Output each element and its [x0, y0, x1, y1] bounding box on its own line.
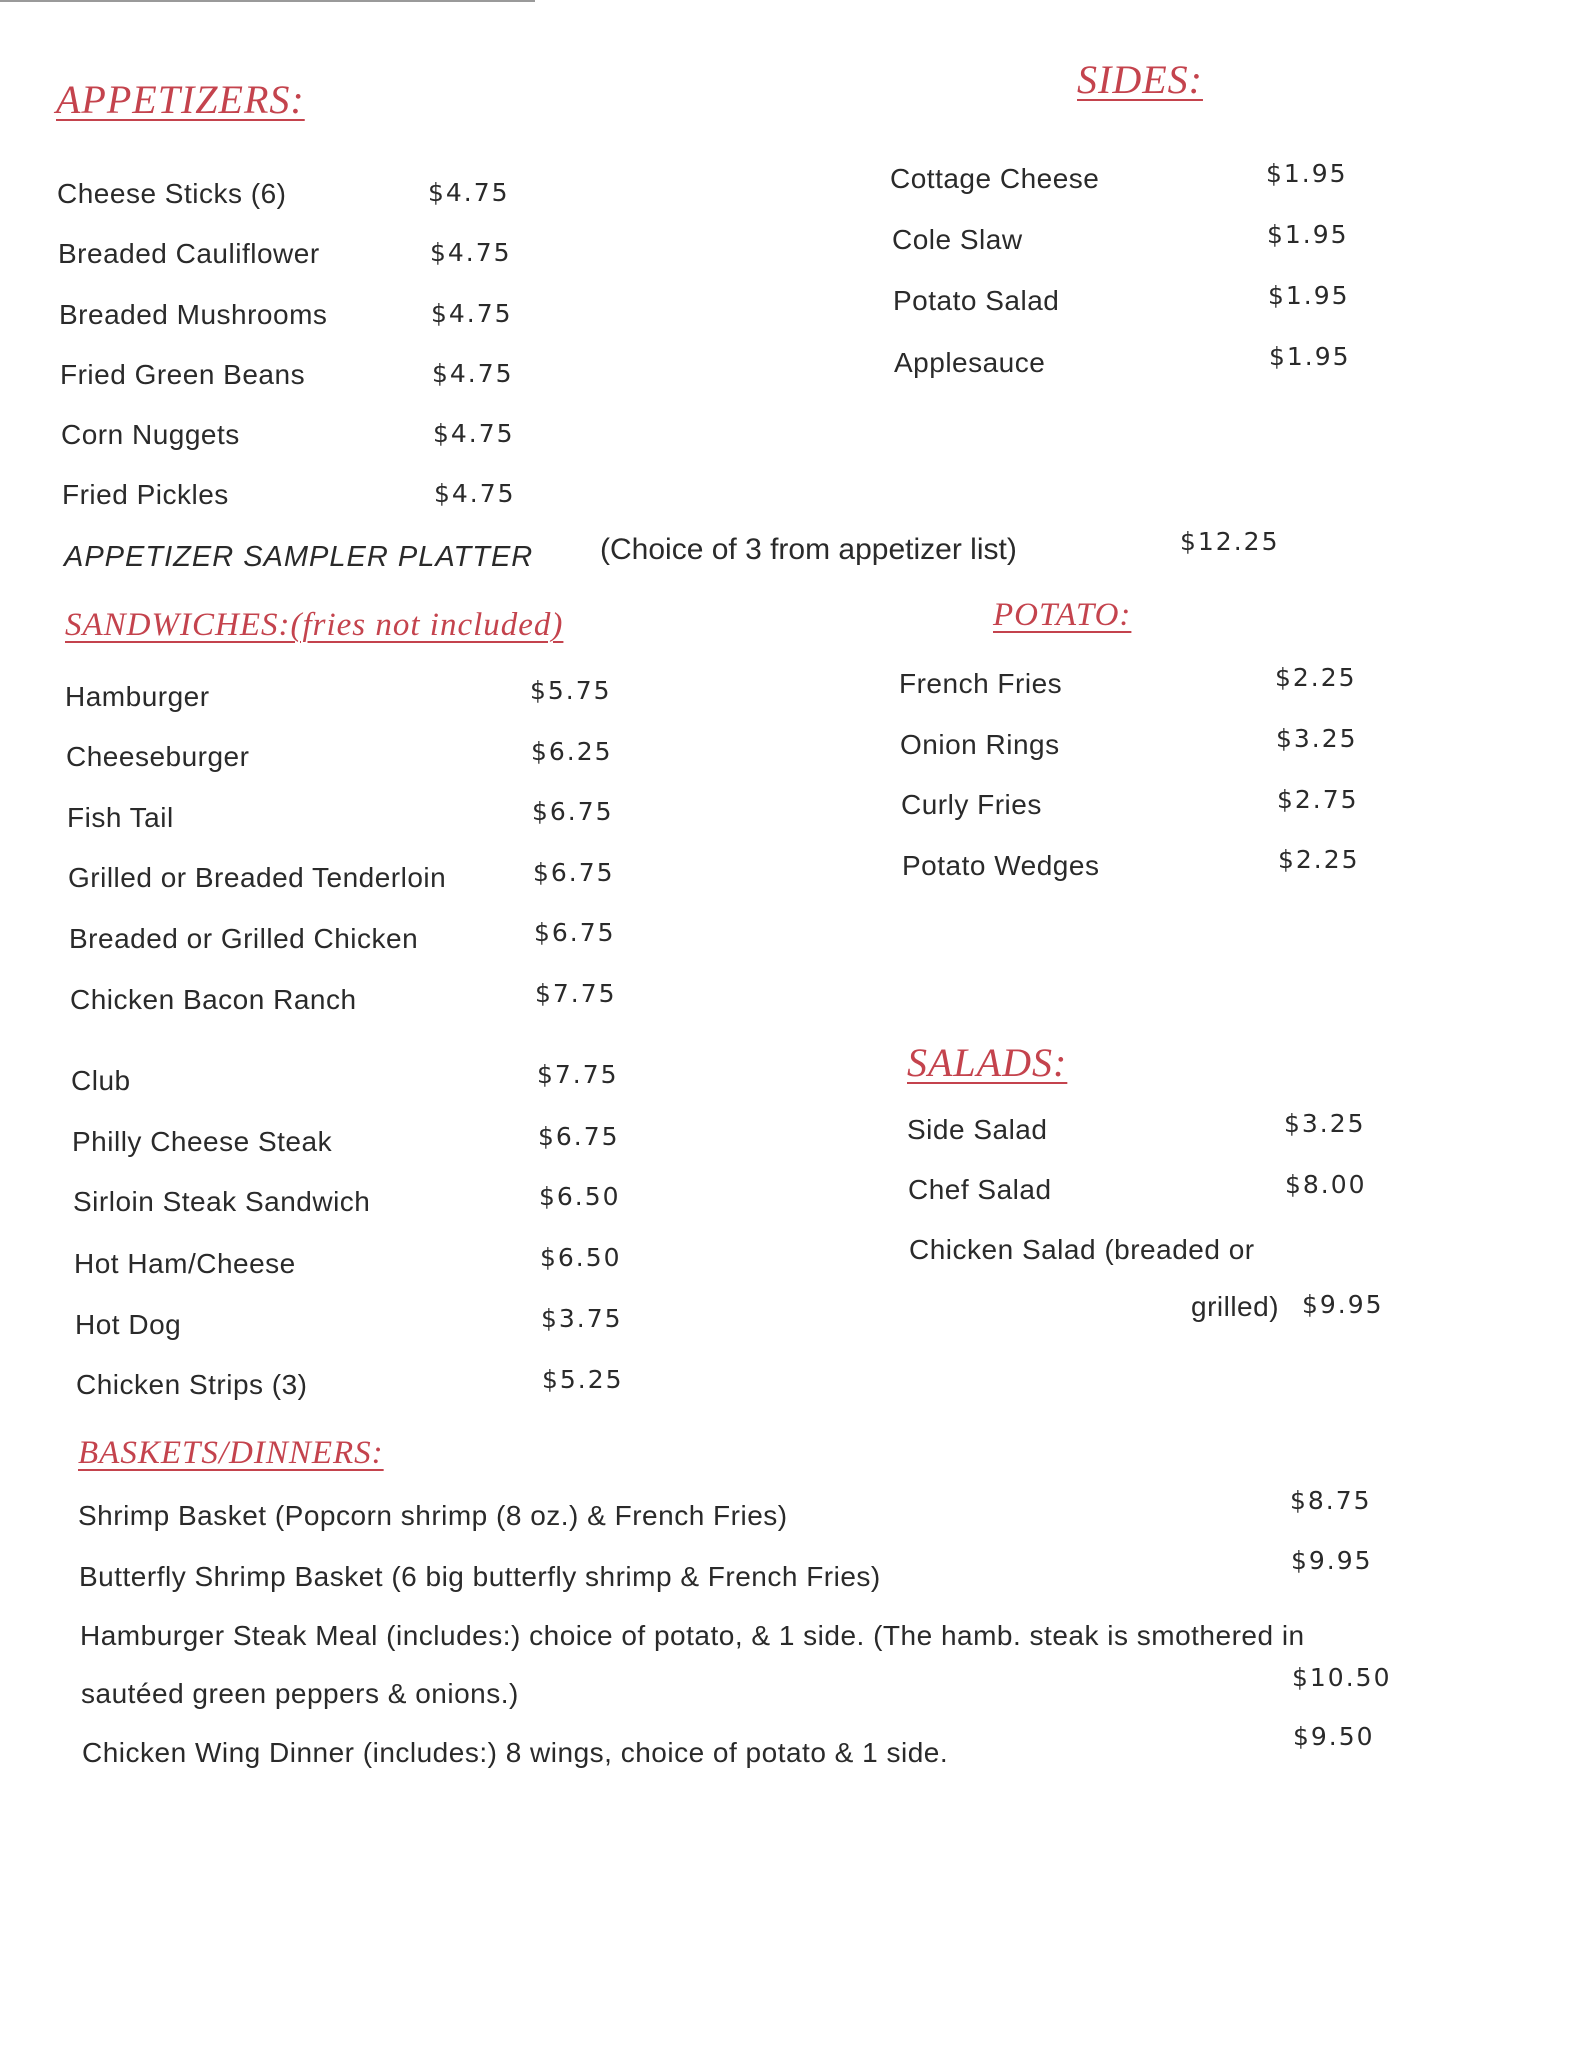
salad-item-continuation: grilled) [1191, 1291, 1280, 1322]
basket-item-continuation: sautéed green peppers & onions.) [81, 1678, 519, 1709]
sandwiches-heading: SANDWICHES:(fries not included) [65, 607, 564, 643]
sandwich-item-name: Club [71, 1065, 131, 1096]
sampler-platter-note: (Choice of 3 from appetizer list) [600, 533, 1017, 566]
basket-item-price: $10.50 [1292, 1663, 1392, 1692]
salad-item-name: Side Salad [907, 1114, 1048, 1145]
basket-item-name: Chicken Wing Dinner (includes:) 8 wings, choice of potato & 1 side. [82, 1737, 949, 1768]
salads-heading: SALADS: [907, 1040, 1068, 1085]
sandwich-item-name: Chicken Bacon Ranch [70, 984, 357, 1015]
top-border-line [0, 0, 535, 2]
side-item-name: Cole Slaw [892, 224, 1023, 255]
potato-item-name: Onion Rings [900, 729, 1060, 760]
basket-item-price: $9.50 [1293, 1722, 1375, 1751]
appetizer-item-price: $4.75 [431, 299, 513, 328]
salad-item-name: Chicken Salad (breaded or [909, 1234, 1255, 1265]
sandwich-item-price: $3.75 [541, 1304, 623, 1333]
sandwich-item-name: Hamburger [65, 681, 210, 712]
sandwich-item-price: $6.75 [534, 918, 616, 947]
basket-item-name: Shrimp Basket (Popcorn shrimp (8 oz.) & French Fries) [78, 1500, 788, 1531]
sandwich-item-name: Breaded or Grilled Chicken [69, 923, 419, 954]
sandwich-item-price: $6.75 [538, 1122, 620, 1151]
side-item-name: Cottage Cheese [890, 163, 1100, 194]
sandwich-item-price: $5.75 [530, 676, 612, 705]
appetizer-item-name: Cheese Sticks (6) [57, 178, 287, 209]
sampler-platter-name: APPETIZER SAMPLER PLATTER [64, 541, 534, 573]
potato-heading: POTATO: [993, 597, 1132, 633]
sides-heading: SIDES: [1077, 57, 1203, 102]
salad-item-price: $3.25 [1284, 1109, 1366, 1138]
side-item-price: $1.95 [1269, 342, 1351, 371]
appetizer-item-name: Breaded Cauliflower [58, 238, 320, 269]
sandwich-item-price: $6.75 [533, 858, 615, 887]
appetizer-item-name: Corn Nuggets [61, 419, 240, 450]
potato-item-price: $2.25 [1278, 845, 1360, 874]
basket-item-price: $9.95 [1291, 1546, 1373, 1575]
appetizer-item-price: $4.75 [434, 479, 516, 508]
appetizer-item-name: Breaded Mushrooms [59, 299, 328, 330]
basket-item-name: Butterfly Shrimp Basket (6 big butterfly shrimp & French Fries) [79, 1561, 881, 1592]
potato-item-name: French Fries [899, 668, 1063, 699]
appetizer-item-price: $4.75 [433, 419, 515, 448]
side-item-name: Applesauce [894, 347, 1046, 378]
sandwich-item-price: $7.75 [535, 979, 617, 1008]
sandwich-item-name: Philly Cheese Steak [72, 1126, 333, 1157]
sandwich-item-name: Cheeseburger [66, 741, 250, 772]
potato-item-name: Curly Fries [901, 789, 1042, 820]
sandwich-item-name: Fish Tail [67, 802, 174, 833]
potato-item-price: $3.25 [1276, 724, 1358, 753]
sandwich-item-name: Grilled or Breaded Tenderloin [68, 862, 447, 893]
sandwich-item-price: $6.50 [539, 1182, 621, 1211]
appetizer-item-price: $4.75 [430, 238, 512, 267]
appetizer-item-name: Fried Pickles [62, 479, 229, 510]
sandwich-item-price: $6.50 [540, 1243, 622, 1272]
side-item-price: $1.95 [1267, 220, 1349, 249]
sandwich-item-name: Hot Ham/Cheese [74, 1248, 296, 1279]
sandwich-item-price: $6.25 [531, 737, 613, 766]
sampler-platter-price: $12.25 [1180, 527, 1280, 556]
side-item-price: $1.95 [1268, 281, 1350, 310]
basket-item-name: Hamburger Steak Meal (includes:) choice of potato, & 1 side. (The hamb. steak is smothered in [80, 1620, 1305, 1651]
baskets-heading: BASKETS/DINNERS: [78, 1435, 384, 1471]
salad-item-price: $9.95 [1302, 1290, 1384, 1319]
sandwich-item-price: $7.75 [537, 1060, 619, 1089]
sandwich-item-price: $6.75 [532, 797, 614, 826]
side-item-name: Potato Salad [893, 285, 1060, 316]
potato-item-price: $2.25 [1275, 663, 1357, 692]
sandwich-item-name: Sirloin Steak Sandwich [73, 1186, 371, 1217]
potato-item-price: $2.75 [1277, 785, 1359, 814]
basket-item-price: $8.75 [1290, 1486, 1372, 1515]
salad-item-name: Chef Salad [908, 1174, 1052, 1205]
appetizers-heading: APPETIZERS: [56, 77, 305, 122]
sandwich-item-name: Hot Dog [75, 1309, 182, 1340]
sandwich-item-price: $5.25 [542, 1365, 624, 1394]
appetizer-item-price: $4.75 [428, 178, 510, 207]
sandwich-item-name: Chicken Strips (3) [76, 1369, 308, 1400]
appetizer-item-name: Fried Green Beans [60, 359, 306, 390]
salad-item-price: $8.00 [1285, 1170, 1367, 1199]
appetizer-item-price: $4.75 [432, 359, 514, 388]
potato-item-name: Potato Wedges [902, 850, 1100, 881]
side-item-price: $1.95 [1266, 159, 1348, 188]
